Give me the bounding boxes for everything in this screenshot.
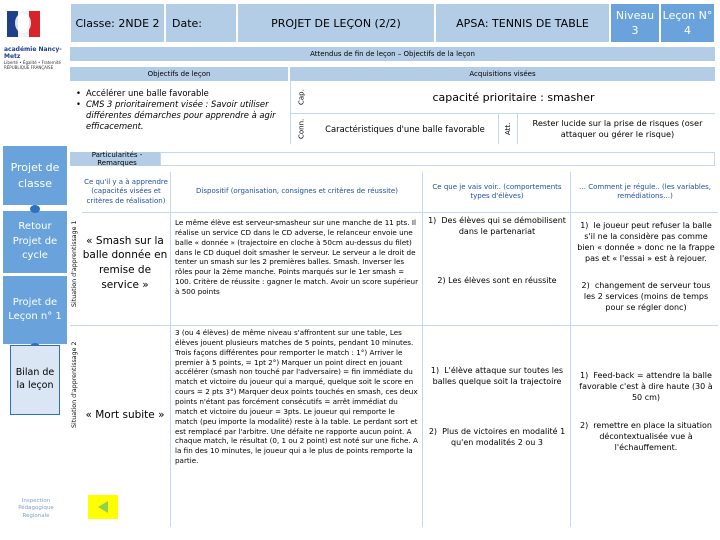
situation-1-regule-1: 1) le joueur peut refuser la balle s'il ne la considère pas comme bien « donnée » donc ne la frappe pas et « l'essai » est à rejouer.: [577, 221, 715, 263]
situation-2-regule-2: 2) remettre en place la situation décontextualisée vue à l'échauffement.: [580, 421, 712, 452]
academie-name: académie Nancy-Metz: [4, 46, 62, 60]
situation-1-voir-2: 2) Les élèves sont en réussite: [437, 276, 557, 285]
inspection-label: Inspection Pédagogique Régionale: [18, 498, 54, 519]
attitude-text: Rester lucide sur la prise de risques (oser attaquer ou gérer le risque): [532, 117, 703, 139]
situation-2-title: « Mort subite »: [85, 408, 165, 421]
arrow-down-icon: [30, 205, 40, 213]
sidebar-item-retour-cycle[interactable]: Retour Projet de cycle: [2, 210, 68, 274]
classe-field: Classe: 2NDE 2: [70, 3, 165, 43]
list-item: • CMS 3 prioritairement visée : Savoir utiliser différentes démarches pour apprendre à agir efficacement.: [76, 98, 276, 131]
academie-logo: [4, 3, 64, 75]
situation-1-title: « Smash sur la balle donnée en remise de service »: [82, 234, 168, 291]
sidebar-item-bilan[interactable]: Bilan de la leçon: [10, 345, 60, 415]
marianne-icon: [6, 5, 42, 47]
cap-label: Cap.: [290, 81, 312, 113]
republique-caption: Liberté • Égalité • Fraternité RÉPUBLIQUE FRANÇAISE: [4, 60, 61, 70]
col-voir: Ce que je vais voir.. (comportements types d'élèves): [432, 182, 562, 200]
situation-1-regule-2: 2) changement de serveur tous les 2 services (moins de temps pour se régler donc): [581, 281, 711, 312]
col-dispositif: Dispositif (organisation, consignes et critères de réussite): [196, 187, 398, 196]
objectifs-header: Objectifs de leçon: [70, 67, 288, 81]
page-title: PROJET DE LEÇON (2/2): [237, 3, 435, 43]
sidebar-item-projet-classe[interactable]: Projet de classe: [2, 145, 68, 206]
situation-2-label: Situation d'apprentissage 2: [71, 341, 78, 429]
sidebar-item-projet-lecon[interactable]: Projet de Leçon n° 1: [2, 275, 68, 345]
apsa-field: APSA: TENNIS DE TABLE: [435, 3, 610, 43]
attendus-bar: Attendus de fin de leçon – Objectifs de la leçon: [70, 47, 715, 61]
acquisitions-header: Acquisitions visées: [290, 67, 715, 81]
att-label: Att.: [498, 114, 518, 144]
back-button[interactable]: [88, 495, 118, 519]
situation-2-voir-1: 1) L'élève attaque sur toutes les balles quelque soit la trajectoire: [430, 366, 564, 386]
connaissance-text: Caractéristiques d'une balle favorable: [325, 124, 485, 134]
situation-1-dispositif: Le même élève est serveur-smasheur sur une manche de 11 pts. Il réalise un service CD dans le CD adverse, le relanceur envoie une balle « donnée » (trajectoire en cloche à 50cm au-dessus du filet) dans le CD duquel doit smasher le serveur. Le serveur a le droit de tenter un smash sur les 2 premières balles. Smash. Inverser les rôles pour la 2ème manche. Points marqués sur le 1er smash = 100. Critère de réussite : gagner le match. Avoir un score supérieur à 500 points: [175, 218, 419, 297]
situation-2-voir-2: 2) Plus de victoires en modalité 1 qu'en modalités 2 ou 3: [428, 427, 566, 447]
situation-2-dispositif: 3 (ou 4 élèves) de même niveau s'affrontent sur une table, Les élèves jouent plusieurs matches de 5 points, pendant 10 minutes. Trois façons différentes pour remporter le match : 1°) Arriver le premier à 5 points, = 1pt 2°) Marquer un point direct en jouant accélérer (smash non touché par l'adversaire) = fin immédiate du match et victoire du joueur qui a marqué, quelque soit le score en cours = 2 pts 3°) Marquer deux points touchés en smash, ces deux points n'étant pas forcément consécutifs = arrêt immédiat du match et victoire du joueur = 3pts. Le joueur qui remporte le match (peu importe la modalité) reste à la table. Le perdant sort et est remplacé par l'arbitre. Une défaite ne rapporte aucun point. A chaque match, le résultat (0, 1 ou 2 point) est noté sur une fiche. A la fin des 10 minutes, le joueur qui a le plus de points remporte la partie.: [175, 328, 418, 466]
date-field: Date:: [165, 3, 237, 43]
situation-1-voir-1: 1) Des élèves qui se démobilisent dans le partenariat: [428, 216, 566, 236]
objectifs-list: [76, 88, 286, 132]
conn-label: Conn.: [290, 114, 312, 144]
lecon-field: Leçon N° 4: [660, 3, 715, 43]
situation-2-regule-1: 1) Feed-back = attendre la balle favorable c'est à dire haute (30 à 50 cm): [579, 371, 713, 402]
triangle-left-icon: [96, 500, 110, 514]
niveau-field: Niveau 3: [610, 3, 660, 43]
capacite-prioritaire: capacité prioritaire : smasher: [432, 90, 595, 104]
col-regule: … Comment je régule.. (les variables, remédiations…): [578, 182, 712, 200]
particularites-header: Particularités - Remarques: [70, 152, 160, 166]
list-item: • Accélérer une balle favorable: [76, 88, 209, 98]
col-apprendre: Ce qu'il y a à apprendre (capacités visées et critères de réalisation): [84, 177, 168, 205]
situation-1-label: Situation d'apprentissage 1: [71, 220, 78, 308]
